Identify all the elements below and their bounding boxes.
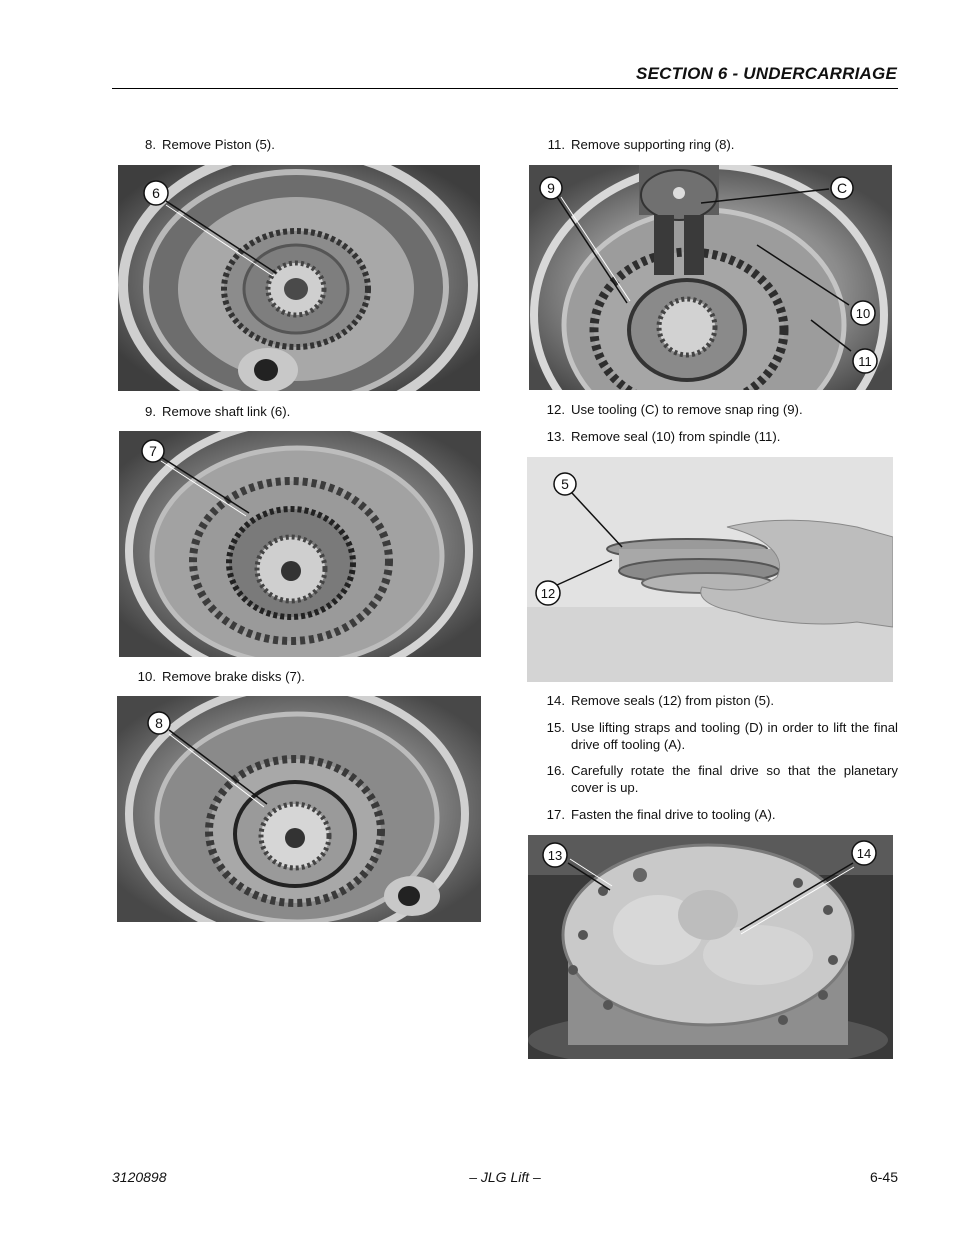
step-number: 9. xyxy=(145,404,156,419)
step-number: 17. xyxy=(546,807,565,822)
callout-14: 14 xyxy=(856,846,872,861)
callout-13: 13 xyxy=(547,848,563,863)
callout-9: 9 xyxy=(547,180,555,196)
section-title: SECTION 6 - UNDERCARRIAGE xyxy=(636,64,897,83)
photo-snap-ring-tooling xyxy=(529,165,892,390)
step-8 xyxy=(128,136,478,154)
footer-doc-number: 3120898 xyxy=(112,1169,167,1185)
step-9 xyxy=(128,403,478,421)
step-number: 16. xyxy=(546,763,565,778)
callout-11: 11 xyxy=(858,354,872,369)
callout-10: 10 xyxy=(855,306,871,321)
step-13 xyxy=(537,428,899,446)
step-16 xyxy=(537,762,899,798)
step-number: 13. xyxy=(546,429,565,444)
step-17 xyxy=(537,806,899,824)
step-number: 14. xyxy=(546,693,565,708)
callout-8: 8 xyxy=(155,715,163,731)
footer-page-number: 6-45 xyxy=(869,1169,898,1185)
step-number: 10. xyxy=(137,669,156,684)
step-text: Use tooling (C) to remove snap ring (9). xyxy=(571,402,803,417)
step-text: Remove shaft link (6). xyxy=(162,404,291,419)
photo-piston-removal xyxy=(118,165,480,391)
callout-6: 6 xyxy=(152,185,160,201)
step-text: Remove Piston (5). xyxy=(162,137,275,152)
photo-brake-disks-removed xyxy=(117,696,481,922)
step-text: Remove brake disks (7). xyxy=(162,669,305,684)
step-11 xyxy=(537,136,899,154)
step-text: Remove supporting ring (8). xyxy=(571,137,735,152)
photo-shaft-link-removal xyxy=(119,431,481,657)
photo-piston-seals xyxy=(527,457,893,682)
step-text: Remove seal (10) from spindle (11). xyxy=(571,429,781,444)
callout-7: 7 xyxy=(149,443,157,459)
header-rule xyxy=(112,88,898,89)
step-number: 11. xyxy=(547,137,565,152)
step-text: Carefully rotate the final drive so that the planetary cover is up. xyxy=(571,763,898,795)
step-10 xyxy=(128,668,478,686)
callout-5: 5 xyxy=(561,476,569,492)
photo-planetary-cover xyxy=(528,835,893,1059)
callout-12: 12 xyxy=(540,586,556,601)
step-number: 15. xyxy=(546,720,565,735)
step-15 xyxy=(537,719,899,755)
footer-center: – JLG Lift – xyxy=(469,1169,541,1185)
callout-c: C xyxy=(836,180,848,196)
step-number: 12. xyxy=(546,402,565,417)
step-text: Fasten the final drive to tooling (A). xyxy=(571,807,776,822)
step-text: Remove seals (12) from piston (5). xyxy=(571,693,775,708)
step-number: 8. xyxy=(145,137,156,152)
step-14 xyxy=(537,692,899,710)
step-text: Use lifting straps and tooling (D) in order to lift the final drive off tooling (A). xyxy=(571,720,898,752)
step-12 xyxy=(537,401,899,419)
